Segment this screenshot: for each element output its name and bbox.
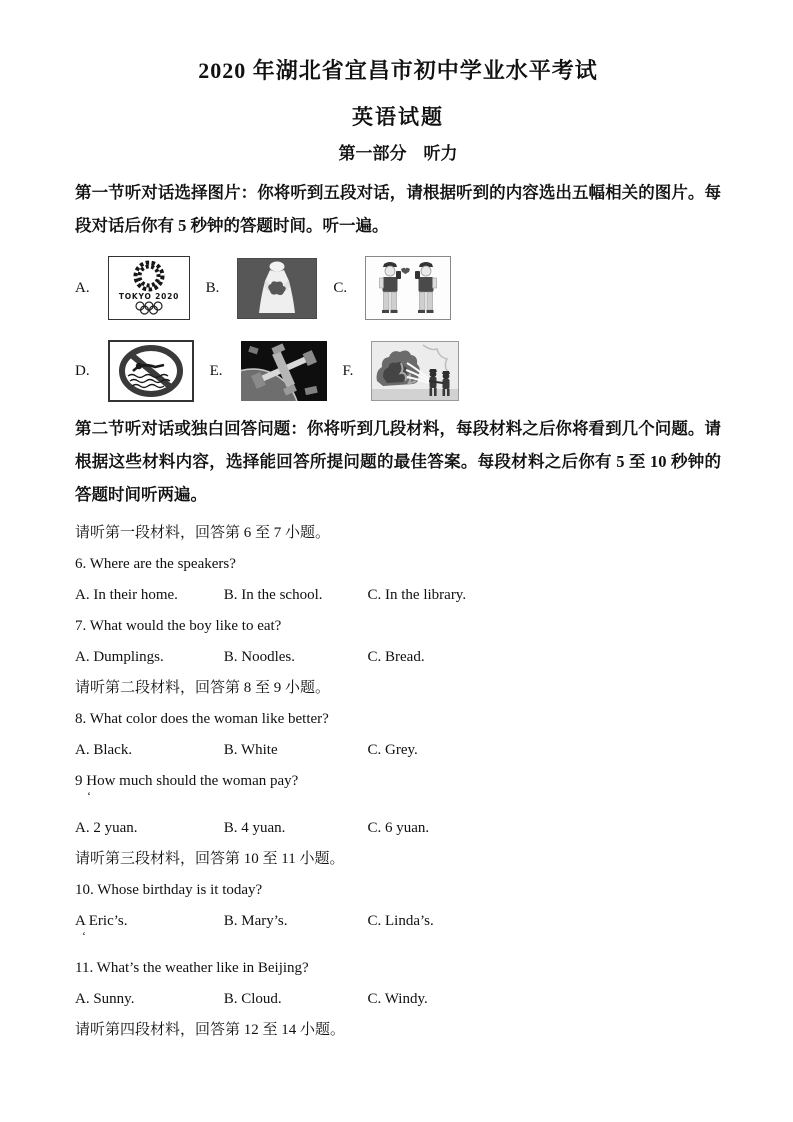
question-8-options [75, 741, 721, 759]
material-2-prompt: 请听第二段材料，回答第 8 至 9 小题。 [75, 680, 331, 696]
q6-option-b: B. In the school. [223, 587, 323, 603]
picture-row-2 [75, 340, 721, 402]
picture-row-1 [75, 256, 721, 320]
question-7: 7. What would the boy like to eat? [75, 618, 282, 634]
q8-option-a: A. Black. [75, 742, 133, 758]
section2-instructions: 第二节听对话或独白回答问题：你将听到几段材料，每段材料之后你将看到几个问题。请根据这些材料内容，选择能回答所提问题的最佳答案。每段材料之后你有 5 至 10 秒钟的答题时间听两遍。 [75, 419, 721, 504]
picture-b-label: B. [205, 279, 220, 296]
q11-option-a: A. Sunny. [75, 991, 135, 1007]
children-walkie-talkie-image [365, 256, 451, 320]
question-9-options [75, 819, 721, 837]
picture-e-label: E. [209, 362, 223, 379]
q9-option-b: B. 4 yuan. [223, 820, 286, 836]
q7-option-c: C. Bread. [367, 649, 425, 665]
picture-a-label: A. [75, 279, 90, 296]
tokyo-2020-caption: TOKYO 2020 [118, 292, 179, 301]
picture-f-label: F. [342, 362, 354, 379]
q9-option-c: C. 6 yuan. [367, 820, 430, 836]
material-1-prompt: 请听第一段材料，回答第 6 至 7 小题。 [75, 525, 331, 541]
question-6-options [75, 586, 721, 604]
medical-worker-image [237, 258, 317, 319]
picture-d-label: D. [75, 362, 90, 379]
question-11: 11. What’s the weather like in Beijing? [75, 960, 309, 976]
q11-option-b: B. Cloud. [223, 991, 282, 1007]
q6-option-a: A. In their home. [75, 587, 178, 603]
q6-option-c: C. In the library. [367, 587, 467, 603]
question-11-options [75, 990, 721, 1008]
q7-option-b: B. Noodles. [223, 649, 295, 665]
exam-title: 2020 年湖北省宜昌市初中学业水平考试 [198, 58, 598, 83]
question-7-options [75, 648, 721, 666]
exam-subtitle: 英语试题 [352, 105, 444, 129]
part1-heading: 第一部分 听力 [338, 144, 458, 163]
tokyo-2020-olympics-image [108, 256, 190, 320]
q10-option-b: B. Mary’s. [223, 913, 288, 929]
question-9: 9 How much should the woman pay? [75, 773, 299, 789]
q11-option-c: C. Windy. [367, 991, 428, 1007]
material-3-prompt: 请听第三段材料，回答第 10 至 11 小题。 [75, 851, 345, 867]
question-6: 6. Where are the speakers? [75, 556, 236, 572]
picture-c-label: C. [333, 279, 348, 296]
no-swimming-sign-image [108, 340, 194, 402]
q7-option-a: A. Dumplings. [75, 649, 164, 665]
material-4-prompt: 请听第四段材料，回答第 12 至 14 小题。 [75, 1022, 346, 1038]
q9-option-a: A. 2 yuan. [75, 820, 138, 836]
space-station-image [241, 341, 327, 401]
firefighters-image [371, 341, 459, 401]
question-10: 10. Whose birthday is it today? [75, 882, 263, 898]
q8-option-b: B. White [223, 742, 278, 758]
question-8: 8. What color does the woman like better? [75, 711, 329, 727]
q10-option-c: C. Linda’s. [367, 913, 434, 929]
q9-stray-mark: ‘ [87, 789, 91, 803]
q8-option-c: C. Grey. [367, 742, 418, 758]
question-10-options [75, 912, 721, 930]
q10-option-a: A Eric’s. [75, 913, 128, 929]
q10-stray-mark: ‘ [82, 929, 86, 943]
section1-instructions: 第一节听对话选择图片：你将听到五段对话，请根据听到的内容选出五幅相关的图片。每段对话后你有 5 秒钟的答题时间。听一遍。 [75, 183, 721, 235]
listening-questions [75, 524, 721, 1039]
